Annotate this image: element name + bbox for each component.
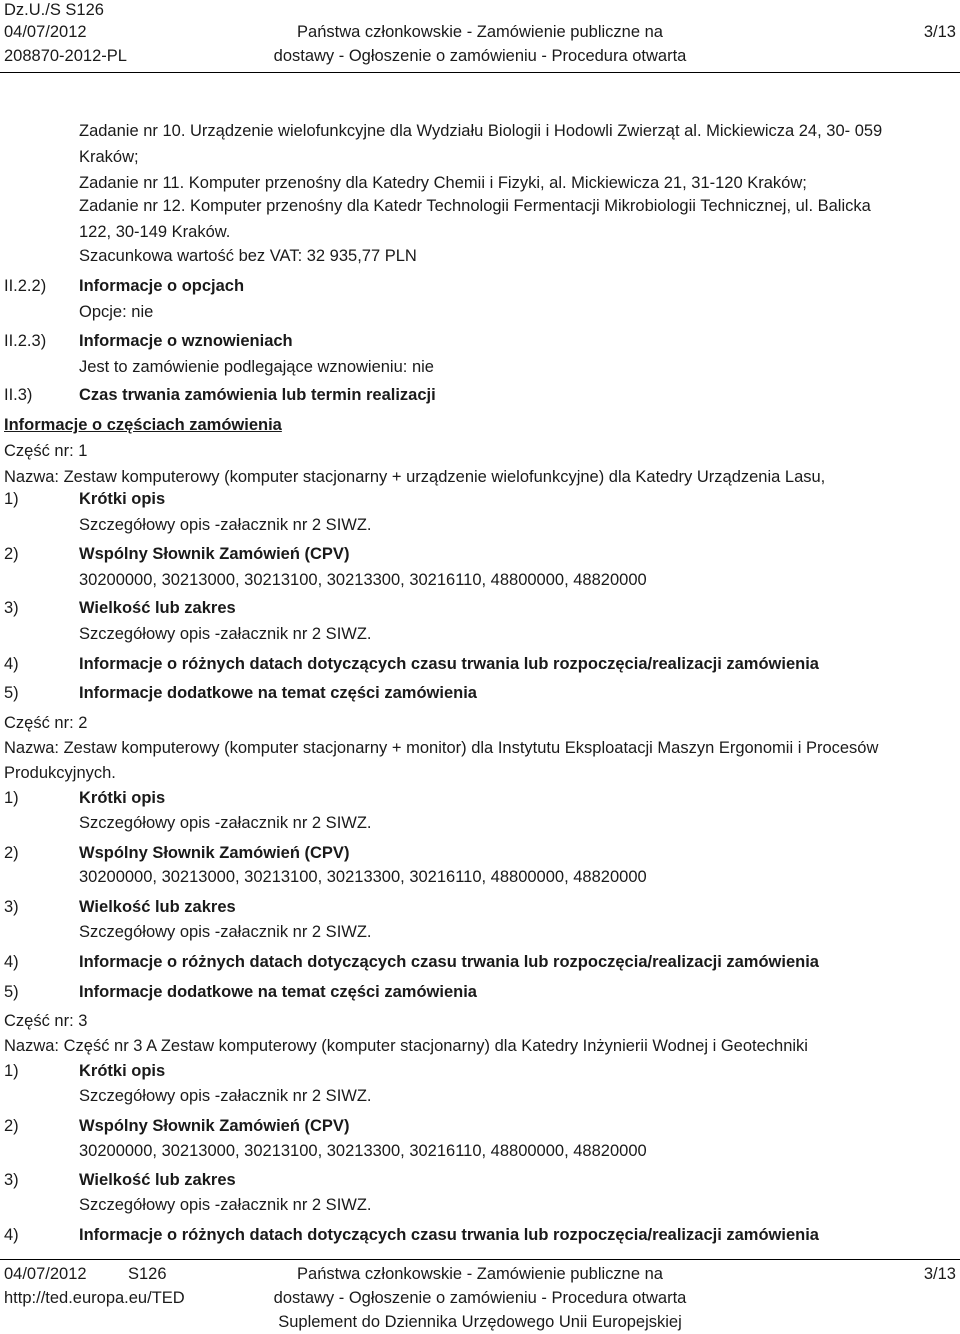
item-title: Krótki opis: [79, 789, 166, 807]
task-11-line: Zadanie nr 11. Komputer przenośny dla Katedry Chemii i Fizyki, al. Mickiewicza 21, 31-120 Kraków;: [79, 174, 807, 192]
item-title: Wspólny Słownik Zamówień (CPV): [79, 844, 350, 862]
section-title: Informacje o opcjach: [79, 277, 245, 295]
item-number: 5): [4, 983, 19, 1001]
item-title: Wielkość lub zakres: [79, 898, 236, 916]
header-title-2: dostawy - Ogłoszenie o zamówieniu - Procedura otwarta: [273, 47, 687, 65]
item-text: Szczegółowy opis -załacznik nr 2 SIWZ.: [79, 923, 372, 941]
item-number: 3): [4, 1171, 19, 1189]
section-text: Jest to zamówienie podlegające wznowieniu: nie: [79, 358, 434, 376]
item-number: 5): [4, 684, 19, 702]
section-number: II.2.3): [4, 332, 47, 350]
footer-title-3: Suplement do Dziennika Urzędowego Unii Europejskiej: [278, 1313, 682, 1331]
header-rule: [0, 72, 960, 73]
item-text: Szczegółowy opis -załacznik nr 2 SIWZ.: [79, 516, 372, 534]
part-heading: Część nr: 2: [4, 714, 88, 732]
task-10-city: Kraków;: [79, 148, 139, 166]
item-number: 1): [4, 490, 19, 508]
part-name: Nazwa: Zestaw komputerowy (komputer stacjonarny + monitor) dla Instytutu Eksploatacji Maszyn Ergonomii i Procesów: [4, 739, 879, 757]
header-title-1: Państwa członkowskie - Zamówienie publiczne na: [297, 23, 663, 41]
footer-date: 04/07/2012: [4, 1265, 87, 1283]
item-title: Wielkość lub zakres: [79, 1171, 236, 1189]
item-number: 3): [4, 599, 19, 617]
item-title: Wspólny Słownik Zamówień (CPV): [79, 1117, 350, 1135]
item-title: Wspólny Słownik Zamówień (CPV): [79, 545, 350, 563]
item-number: 1): [4, 1062, 19, 1080]
item-title: Krótki opis: [79, 490, 166, 508]
footer-series: S126: [128, 1265, 167, 1283]
section-title: Czas trwania zamówienia lub termin realizacji: [79, 386, 436, 404]
part-name-cont: Produkcyjnych.: [4, 764, 116, 782]
estimated-value: Szacunkowa wartość bez VAT: 32 935,77 PLN: [79, 247, 417, 265]
item-number: 1): [4, 789, 19, 807]
item-text: Szczegółowy opis -załacznik nr 2 SIWZ.: [79, 625, 372, 643]
item-title: Krótki opis: [79, 1062, 166, 1080]
item-number: 4): [4, 655, 19, 673]
item-title: Informacje dodatkowe na temat części zamówienia: [79, 684, 477, 702]
item-text: Szczegółowy opis -załacznik nr 2 SIWZ.: [79, 814, 372, 832]
section-text: Opcje: nie: [79, 303, 154, 321]
task-10-line: Zadanie nr 10. Urządzenie wielofunkcyjne dla Wydziału Biologii i Hodowli Zwierząt al. Mickiewicza 24, 30- 059: [79, 122, 883, 140]
section-number: II.2.2): [4, 277, 47, 295]
task-12-address: 122, 30-149 Kraków.: [79, 223, 231, 241]
section-number: II.3): [4, 386, 33, 404]
part-heading: Część nr: 1: [4, 442, 88, 460]
footer-page: 3/13: [923, 1265, 956, 1283]
item-number: 2): [4, 545, 19, 563]
cpv-codes: 30200000, 30213000, 30213100, 30213300, 30216110, 48800000, 48820000: [79, 1142, 647, 1160]
item-title: Wielkość lub zakres: [79, 599, 236, 617]
footer-title-2: dostawy - Ogłoszenie o zamówieniu - Procedura otwarta: [273, 1289, 687, 1307]
header-page: 3/13: [923, 23, 956, 41]
task-12-line: Zadanie nr 12. Komputer przenośny dla Katedr Technologii Fermentacji Mikrobiologii Technicznej, ul. Balicka: [79, 197, 871, 215]
cpv-codes: 30200000, 30213000, 30213100, 30213300, 30216110, 48800000, 48820000: [79, 571, 647, 589]
item-title: Informacje dodatkowe na temat części zamówienia: [79, 983, 477, 1001]
item-number: 2): [4, 1117, 19, 1135]
item-title: Informacje o różnych datach dotyczących czasu trwania lub rozpoczęcia/realizacji zamówienia: [79, 953, 819, 971]
header-id: 208870-2012-PL: [4, 47, 127, 65]
item-title: Informacje o różnych datach dotyczących czasu trwania lub rozpoczęcia/realizacji zamówienia: [79, 1226, 819, 1244]
part-heading: Część nr: 3: [4, 1012, 88, 1030]
header-date: 04/07/2012: [4, 23, 87, 41]
item-title: Informacje o różnych datach dotyczących czasu trwania lub rozpoczęcia/realizacji zamówienia: [79, 655, 819, 673]
section-title: Informacje o wznowieniach: [79, 332, 293, 350]
doc-ref: Dz.U./S S126: [4, 1, 104, 19]
footer-url-link[interactable]: http://ted.europa.eu/TED: [4, 1289, 185, 1307]
item-text: Szczegółowy opis -załacznik nr 2 SIWZ.: [79, 1087, 372, 1105]
cpv-codes: 30200000, 30213000, 30213100, 30213300, 30216110, 48800000, 48820000: [79, 868, 647, 886]
footer-rule: [0, 1259, 960, 1260]
item-number: 2): [4, 844, 19, 862]
parts-heading: Informacje o częściach zamówienia: [4, 416, 282, 434]
item-number: 4): [4, 953, 19, 971]
part-name: Nazwa: Część nr 3 A Zestaw komputerowy (komputer stacjonarny) dla Katedry Inżynierii Wodnej i Geotechniki: [4, 1037, 808, 1055]
item-text: Szczegółowy opis -załacznik nr 2 SIWZ.: [79, 1196, 372, 1214]
part-name: Nazwa: Zestaw komputerowy (komputer stacjonarny + urządzenie wielofunkcyjne) dla Katedry Urządzenia Lasu,: [4, 468, 826, 486]
footer-title-1: Państwa członkowskie - Zamówienie publiczne na: [297, 1265, 663, 1283]
item-number: 3): [4, 898, 19, 916]
item-number: 4): [4, 1226, 19, 1244]
